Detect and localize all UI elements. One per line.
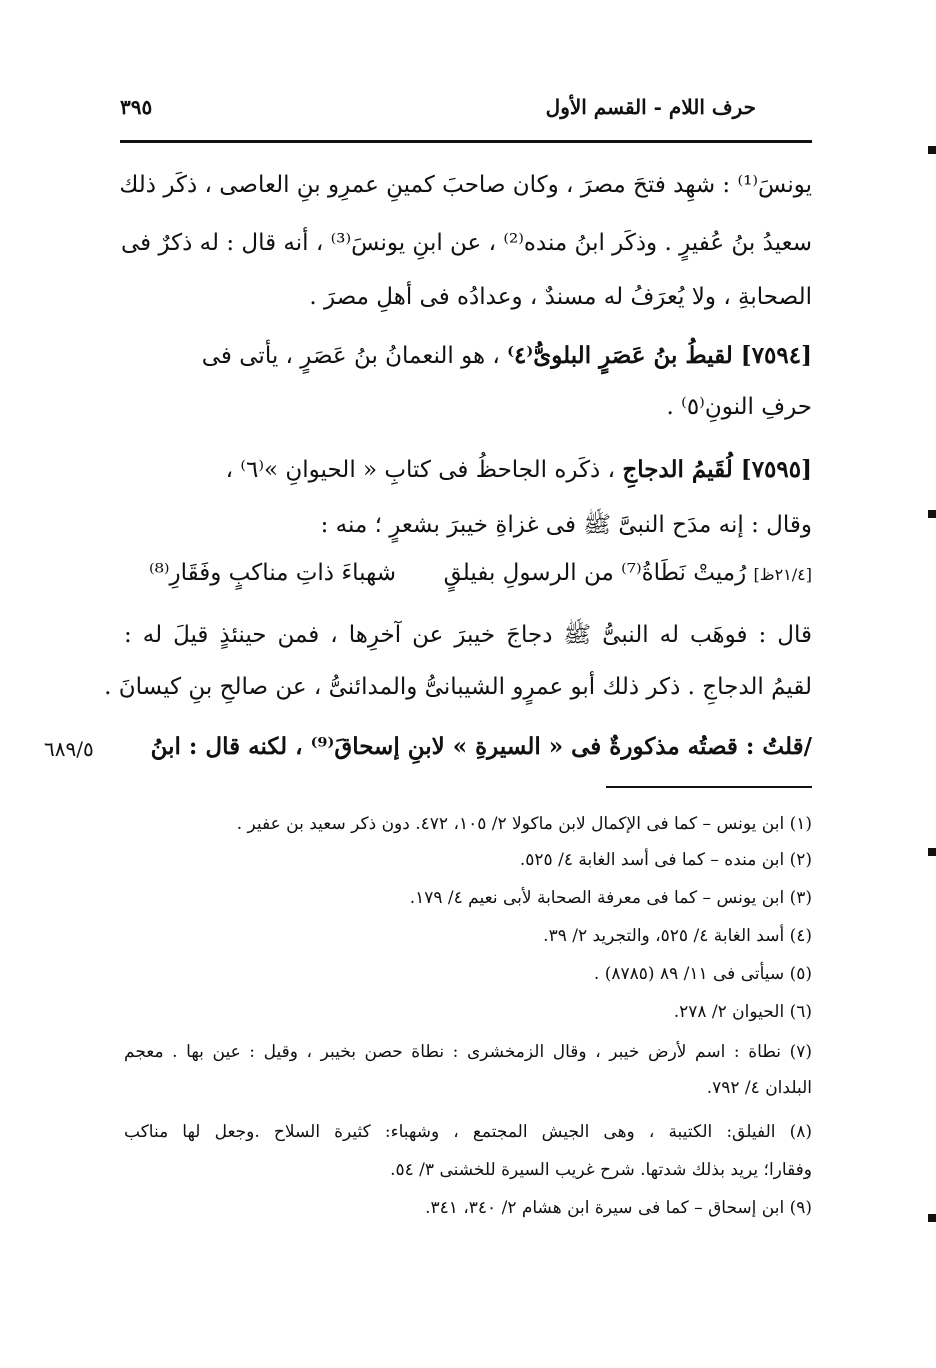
entry-7595-heading: [٧٥٩٥] لُقَيمُ الدجاجِ xyxy=(622,456,812,483)
entry-7594-line-1 xyxy=(124,342,812,369)
footnote-8: (٨) الفيلق: الكتيبة ، وهى الجيش المجتمع ، وشهباء: كثيرة السلاح .وجعل لها مناكب xyxy=(124,1122,812,1142)
verse-first-half: رُميتْ نَطَاةُ⁽⁷⁾ من الرسولِ بفيلقٍ xyxy=(443,560,747,586)
footnote-7-cont: البلدان ٤/ ٧٩٢. xyxy=(706,1078,812,1098)
header-rule xyxy=(120,140,812,143)
entry-7595-line-2: وقال : إنه مدَح النبىَّ ﷺ فى غزاةِ خيبرَ بشعرٍ ؛ منه : xyxy=(320,512,812,538)
page-number: ٣٩٥ xyxy=(120,95,153,119)
footnote-1: (١) ابن يونس – كما فى الإكمال لابن ماكولا ٢/ ١٠٥، ٤٧٢. دون ذكر سعيد بن عفير . xyxy=(236,814,812,834)
entry-7595-line-4: لقيمُ الدجاجِ . ذكر ذلك أبو عمرٍو الشيبانىُّ والمدائنىُّ ، عن صالحِ بنِ كيسانَ . xyxy=(104,674,812,700)
scan-edge-mark xyxy=(928,510,936,518)
footnote-9: (٩) ابن إسحاق – كما فى سيرة ابن هشام ٢/ ٣٤٠، ٣٤١. xyxy=(425,1198,812,1218)
verse-hemistich-right xyxy=(444,560,812,586)
entry-7594-line-2: حرفِ النونِ⁽٥⁾ . xyxy=(666,394,812,420)
body-line-1: يونسَ⁽¹⁾ : شهِد فتحَ مصرَ ، وكان صاحبَ كمينِ عمرِو بنِ العاصى ، ذكَر ذلك xyxy=(119,172,812,198)
entry-7594-heading: [٧٥٩٤] لقيطُ بنُ عَصَرٍ البلوىُّ⁽٤⁾ xyxy=(507,342,812,369)
body-line-3: الصحابةِ ، ولا يُعرَفُ له مسندٌ ، وعدادُه فى أهلِ مصرَ . xyxy=(309,284,812,310)
footnote-8-cont: وفقارا؛ يريد بذلك شدتها. شرح غريب السيرة للخشنى ٣/ ٥٤. xyxy=(390,1160,812,1180)
running-header-title: حرف اللام - القسم الأول xyxy=(545,95,756,119)
scan-edge-mark xyxy=(928,146,936,154)
body-line-2: سعيدُ بنُ عُفيرٍ . وذكَر ابنُ منده⁽²⁾ ، عن ابنِ يونسَ⁽³⁾ ، أنه قال : له ذكرٌ فى xyxy=(121,230,812,256)
entry-7595-line-3: قال : فوهَب له النبىُّ ﷺ دجاجَ خيبرَ عن آخرِها ، فمن حينئذٍ قيلَ له : xyxy=(124,622,812,648)
entry-7595-line-5: /قلتُ : قصتُه مذكورةٌ فى « السيرةِ » لابنِ إسحاقَ⁽⁹⁾ ، لكنه قال : ابنُ xyxy=(150,733,812,760)
footnote-5: (٥) سيأتى فى ١١/ ٨٩ (٨٧٨٥) . xyxy=(593,964,812,984)
footnote-7: (٧) نطاة : اسم لأرض خيبر ، وقال الزمخشرى : نطاة حصن بخيبر ، وقيل : عين بها . معجم xyxy=(124,1042,812,1062)
footnote-6: (٦) الحيوان ٢/ ٢٧٨. xyxy=(673,1002,812,1022)
margin-volume-ref: ٦٨٩/٥ xyxy=(44,737,94,761)
entry-7594-text-1: ، هو النعمانُ بنُ عَصَرٍ ، يأتى فى xyxy=(201,343,500,369)
footnote-3: (٣) ابن يونس – كما فى معرفة الصحابة لأبى نعيم ٤/ ١٧٩. xyxy=(409,888,812,908)
entry-7595-line-1 xyxy=(124,456,812,483)
footnote-rule xyxy=(606,786,812,788)
entry-7595-text-1: ، ذكَره الجاحظُ فى كتابِ « الحيوانِ »⁽٦⁾ ، xyxy=(225,457,616,483)
footnote-4: (٤) أسد الغابة ٤/ ٥٢٥، والتجريد ٢/ ٣٩. xyxy=(543,926,812,946)
scan-edge-mark xyxy=(928,1214,936,1222)
verse-second-half: شهباءَ ذاتِ مناكبٍ وفَقَارِ⁽⁸⁾ xyxy=(148,560,396,586)
footnote-2: (٢) ابن منده – كما فى أسد الغابة ٤/ ٥٢٥. xyxy=(519,850,812,870)
manuscript-ref: [٢١/٤ظ] xyxy=(753,565,812,584)
scan-edge-mark xyxy=(928,848,936,856)
